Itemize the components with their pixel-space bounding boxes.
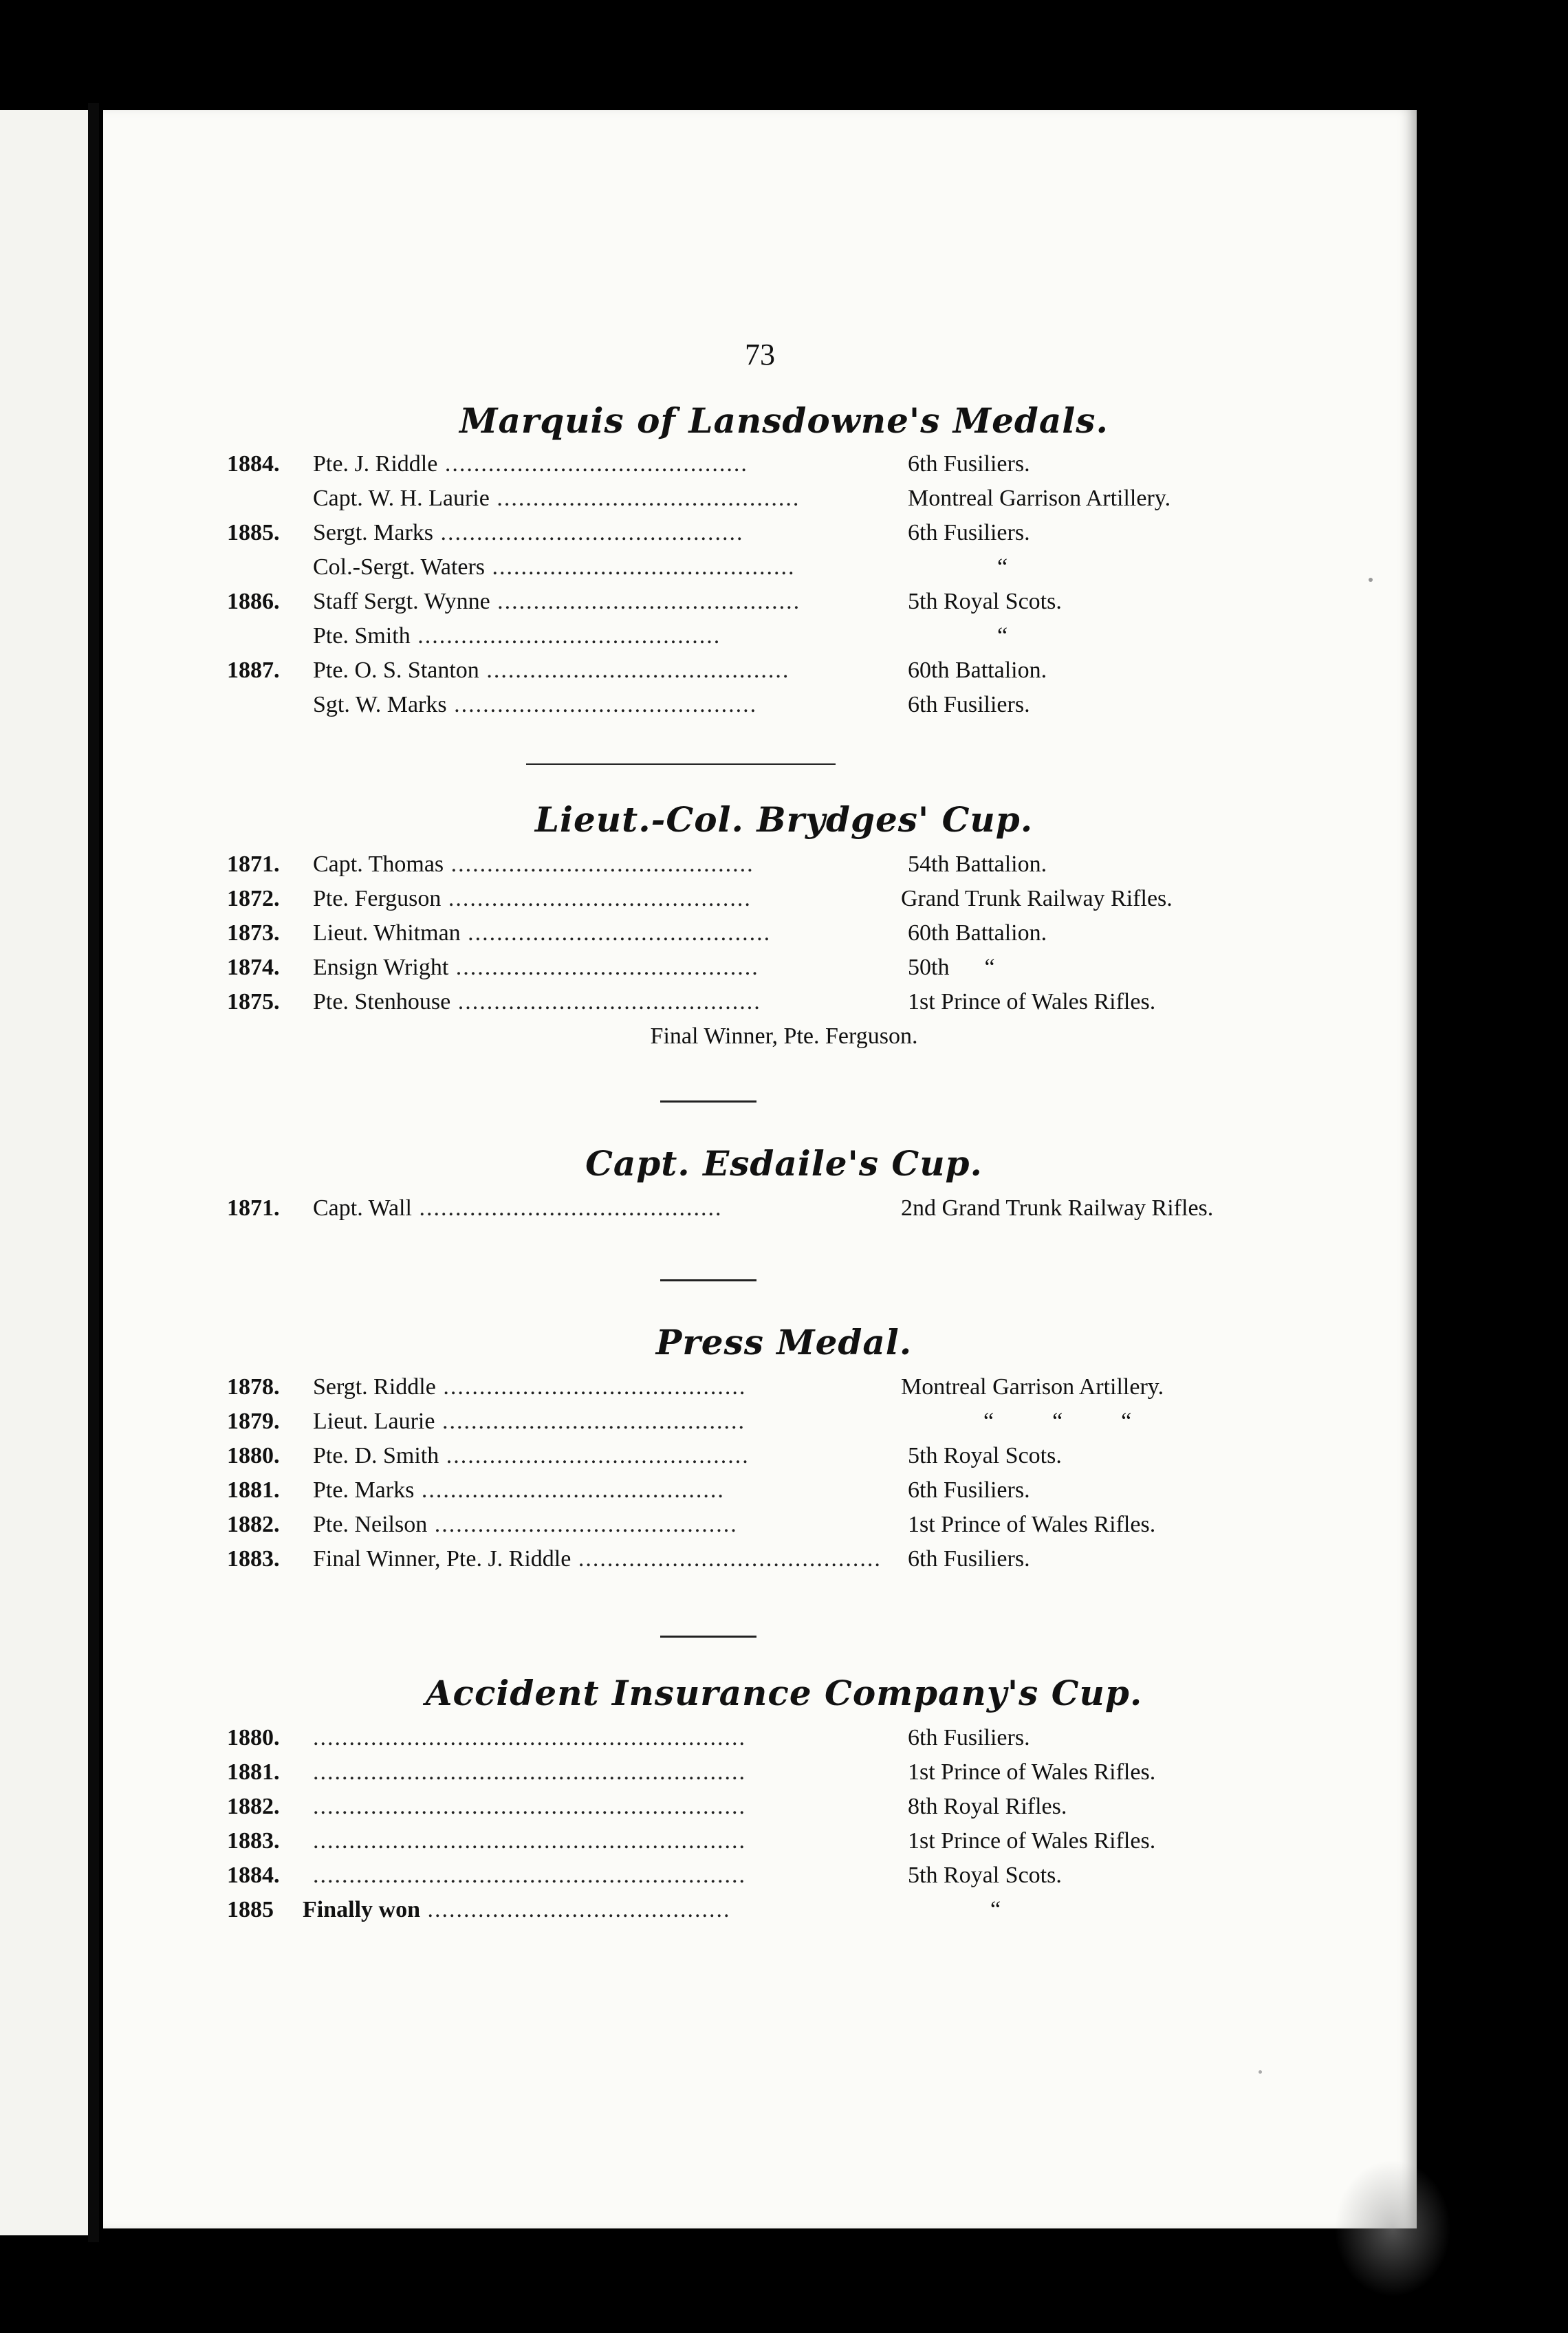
section-press-medal — [227, 1321, 1341, 1582]
unit: 6th Fusiliers. — [908, 692, 1030, 717]
final-winner-note: Final Winner, Pte. Ferguson. — [650, 1023, 918, 1049]
recipient: ............................................................ — [313, 1759, 746, 1785]
unit: 8th Royal Rifles. — [908, 1794, 1067, 1819]
recipient: Final Winner, Pte. J. Riddle .......................................... — [313, 1546, 882, 1572]
recipient: Ensign Wright .......................................... — [313, 955, 759, 980]
year: 1878. — [227, 1374, 280, 1400]
recipient: Pte. O. S. Stanton .......................................... — [313, 658, 790, 683]
year: 1880. — [227, 1725, 280, 1750]
unit: 2nd Grand Trunk Railway Rifles. — [901, 1195, 1214, 1221]
unit: 6th Fusiliers. — [908, 520, 1030, 545]
unit: 1st Prince of Wales Rifles. — [908, 989, 1156, 1014]
year: 1873. — [227, 920, 280, 946]
unit: 1st Prince of Wales Rifles. — [908, 1828, 1156, 1854]
unit: 1st Prince of Wales Rifles. — [908, 1759, 1156, 1785]
recipient: Lieut. Laurie .......................................... — [313, 1409, 745, 1434]
recipient: Pte. Marks .......................................... — [313, 1477, 725, 1503]
recipient: Capt. W. H. Laurie .......................................... — [313, 486, 801, 511]
unit: 5th Royal Scots. — [908, 589, 1062, 614]
year: 1886. — [227, 589, 280, 614]
unit: 5th Royal Scots. — [908, 1863, 1062, 1888]
recipient: ............................................................ — [313, 1794, 746, 1819]
section-divider — [660, 1100, 756, 1103]
unit: 6th Fusiliers. — [908, 1477, 1030, 1503]
paper-speck — [1369, 578, 1373, 582]
unit: Montreal Garrison Artillery. — [908, 486, 1171, 511]
recipient: Pte. Stenhouse .......................................... — [313, 989, 761, 1014]
unit: 5th Royal Scots. — [908, 1443, 1062, 1468]
year: 1871. — [227, 1195, 280, 1221]
page-number: 73 — [745, 338, 775, 371]
section-divider — [660, 1279, 756, 1281]
unit: 6th Fusiliers. — [908, 1725, 1030, 1750]
unit: 50th “ — [908, 955, 995, 980]
unit: 54th Battalion. — [908, 851, 1047, 877]
unit: “ — [997, 623, 1008, 649]
section-divider — [526, 763, 836, 765]
section-title: Press Medal. — [655, 1322, 913, 1363]
thumb-smudge — [1334, 2160, 1451, 2297]
unit: 1st Prince of Wales Rifles. — [908, 1512, 1156, 1537]
recipient: ............................................................ — [313, 1828, 746, 1854]
section-esdaile-cup — [227, 1142, 1341, 1231]
section-title: Accident Insurance Company's Cup. — [425, 1673, 1143, 1713]
unit: 6th Fusiliers. — [908, 1546, 1030, 1572]
year: 1880. — [227, 1443, 280, 1468]
year: 1884. — [227, 451, 280, 477]
facing-page-edge — [0, 110, 89, 2235]
section-accident-insurance-cup — [227, 1671, 1341, 1933]
recipient: Pte. J. Riddle .......................................... — [313, 451, 748, 477]
paper-speck — [1259, 2070, 1262, 2074]
recipient: ............................................................ — [313, 1863, 746, 1888]
book-page — [103, 110, 1417, 2228]
year: 1872. — [227, 886, 280, 911]
book-binding — [88, 103, 99, 2242]
recipient: Sergt. Marks .......................................... — [313, 520, 744, 545]
year: 1871. — [227, 851, 280, 877]
unit: 6th Fusiliers. — [908, 451, 1030, 477]
year: 1883. — [227, 1546, 280, 1572]
year: 1885. — [227, 520, 280, 545]
year: 1874. — [227, 955, 280, 980]
unit: Grand Trunk Railway Rifles. — [901, 886, 1173, 911]
section-title: Capt. Esdaile's Cup. — [585, 1143, 983, 1184]
recipient: Finally won .......................................... — [303, 1897, 731, 1922]
unit: “ — [990, 1897, 1001, 1922]
year: 1883. — [227, 1828, 280, 1854]
unit: 60th Battalion. — [908, 920, 1047, 946]
recipient: Sgt. W. Marks .......................................... — [313, 692, 758, 717]
section-brydges-cup — [227, 798, 1341, 1059]
year: 1885 — [227, 1897, 274, 1922]
unit: Montreal Garrison Artillery. — [901, 1374, 1164, 1400]
year: 1887. — [227, 658, 280, 683]
recipient: Capt. Wall .......................................... — [313, 1195, 723, 1221]
year: 1882. — [227, 1794, 280, 1819]
section-title: Lieut.-Col. Brydges' Cup. — [534, 799, 1034, 840]
section-title: Marquis of Lansdowne's Medals. — [459, 400, 1109, 441]
recipient: Col.-Sergt. Waters .......................................... — [313, 554, 796, 580]
recipient: Pte. Smith .......................................... — [313, 623, 721, 649]
year: 1879. — [227, 1409, 280, 1434]
year: 1882. — [227, 1512, 280, 1537]
year: 1875. — [227, 989, 280, 1014]
recipient: ............................................................ — [313, 1725, 746, 1750]
unit: “ — [997, 554, 1008, 580]
year: 1881. — [227, 1477, 280, 1503]
recipient: Pte. D. Smith .......................................... — [313, 1443, 750, 1468]
unit: “ “ “ — [983, 1409, 1132, 1434]
recipient: Lieut. Whitman .......................................... — [313, 920, 772, 946]
recipient: Sergt. Riddle .......................................... — [313, 1374, 747, 1400]
year: 1884. — [227, 1863, 280, 1888]
recipient: Staff Sergt. Wynne .......................................... — [313, 589, 801, 614]
unit: 60th Battalion. — [908, 658, 1047, 683]
recipient: Pte. Neilson .......................................... — [313, 1512, 738, 1537]
year: 1881. — [227, 1759, 280, 1785]
recipient: Pte. Ferguson .......................................... — [313, 886, 752, 911]
section-divider — [660, 1636, 756, 1638]
recipient: Capt. Thomas .......................................... — [313, 851, 754, 877]
section-lansdowne-medals — [227, 399, 1341, 846]
